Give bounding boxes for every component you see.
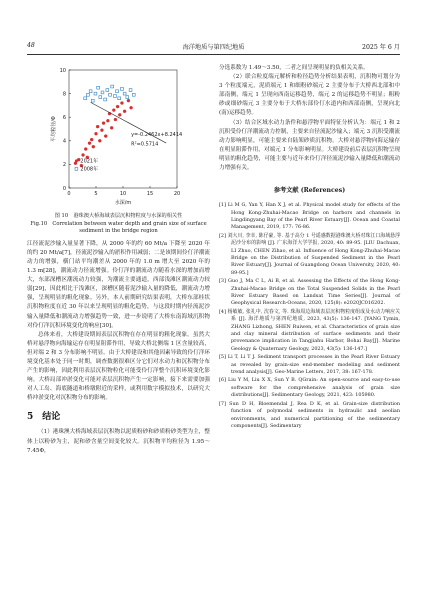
y-tick-label: 6 (62, 115, 66, 121)
reference-item: [5] Li T, Li T J. Sediment transport processes in the Pearl River Estuary as revealed by grain-size end-member modeling and sediment trend analysis[J]. Geo-Marine Letters, 2017, 38: 167-178. (219, 354, 400, 376)
y-tick-label: 0 (62, 185, 66, 192)
y-tick-label: 10 (59, 67, 66, 74)
page-header (0, 40, 427, 52)
figure-caption-cn: 图 10 港珠澳大桥海域表层沉积物粒度与水深的相关性 (54, 213, 183, 219)
data-point-2021 (110, 126, 113, 129)
reference-item: [1] Li M G, Yan Y, Han X J, et al. Physical model study for effects of the Hong Kong-Zhuhai-Macao Bridge on harbors and channels in Lingdingyang Bay of the Pearl River Estuary[J]. Ocean and Coastal Management, 2019, 177: 76-86. (219, 202, 401, 231)
figure-10 (27, 64, 210, 236)
x-axis-label: 水深/m (114, 200, 132, 206)
data-point-2021 (118, 113, 121, 116)
legend-label-2021: 2021年 (80, 158, 99, 165)
references-title: 参考文献 (References) (273, 187, 346, 195)
data-point-2021 (116, 105, 119, 108)
data-point-2021 (84, 148, 87, 151)
y-tick-label: 2 (62, 162, 66, 169)
scatter-chart (27, 64, 210, 212)
legend-marker-2008 (75, 167, 78, 170)
data-point-2021 (112, 109, 115, 112)
data-point-2021 (88, 142, 91, 145)
conclusion-3: （3）结合区域水动力条件和悬浮物平面特征分析认为：端元 1 和 2 沉积受伶仃洋潮流动力控制，主要来自径流泥沙输入；端元 3 沉积受潮流动力影响明显，可能主要来自陆架砂质沉积物。大桥对悬浮物向海运输存在明显阻滞作用，对端元 1 分布影响明显。大桥建设前后表层沉积物呈现明显的粗化趋势，可能主要与近年来伶仃洋径流泥沙输入量降低和潮流动力增强有关。 (219, 119, 400, 172)
header-rule (27, 54, 400, 55)
x-tick-label: 20 (173, 191, 181, 197)
data-point-2021 (130, 106, 133, 109)
data-point-2008 (126, 96, 129, 99)
legend-label-2008: 2008年 (80, 166, 99, 173)
data-point-2021 (98, 139, 101, 142)
data-point-2021 (95, 132, 98, 135)
data-point-2008 (99, 96, 102, 99)
data-point-2021 (96, 125, 99, 128)
data-point-2008 (118, 97, 121, 100)
data-point-2008 (121, 87, 124, 90)
data-point-2008 (97, 86, 100, 89)
data-point-2008 (94, 92, 97, 95)
right-column (219, 64, 400, 431)
reference-item: [7] Sun D H, Bloemendal J, Rea D K, et al. Grain-size distribution function of polymodal sediments in hydraulic and aeolian environments, and numerical partitioning of the sedimentary components[J]. Sedimentary (219, 400, 400, 429)
journal-title: 海洋地质与第四纪地质 (182, 44, 245, 51)
section-title: 5 结论 (27, 412, 61, 423)
figure-caption-en: Fig.10 Correlation between water depth and grain size of surface sediment in the bridge region (30, 220, 207, 235)
reference-item: [4] 杨敏敏, 张礼中, 沈春文, 等. 珠海周边海域表层沉积物粒度组成及水动力响应关系 [J]. 海洋地质与第四纪地质, 2023, 43(5): 136-147. [YANG Tymin, ZHANG Lizhong, SHEN Ruiwen, et al. Characteristics of grain size and clay mineral distribution of surface sediments and their provenance implication in Tangjiahu Harbor, Bohai Bay[J]. Marine Geology & Quaternary Geology, 2023, 43(5): 136-147.] (219, 308, 400, 352)
body-paragraph-r1: 分选系数为 1.49～3.50，二者之间呈现明显的负相关关系。 (219, 65, 369, 71)
data-point-2008 (84, 97, 87, 100)
data-point-2021 (82, 153, 85, 156)
data-point-2021 (104, 135, 107, 138)
x-tick-label: 5 (94, 191, 98, 197)
y-tick-label: 8 (62, 91, 66, 98)
data-point-2008 (89, 90, 92, 93)
data-point-2021 (127, 99, 130, 102)
conclusion-2: （2）联合粒度端元解析和粒径趋势分析结果表明，沉积物可划分为 3 个粒度端元，泥质端元 1 和细粉砂端元 2 主要分布于大桥西北部和中部南侧，端元 1 呈现向西南运移趋势，端元 2 的运移趋势不明显；粗粉砂或细砂端元 3 主要分布于大桥东部伶仃水道内和西部南侧，呈现向北(南)运移趋势。 (219, 74, 400, 117)
reference-item: [6] Liu Y M, Liu X X, Sun Y B. QGrain: An open-source and easy-to-use software for the comprehensive analysis of grain size distributions[J]. Sedimentary Geology, 2021, 423: 105980. (219, 377, 400, 399)
y-axis-label: 平均粒径/Φ (51, 116, 57, 142)
data-point-2021 (100, 129, 103, 132)
body-paragraph-1: 江径流泥沙输入量显著下降，从 2000 年的约 60 Mt/a 下降至 2020 年的约 20 Mt/a[7]，径流泥沙输入的淤积作用减弱；二是该期间伶仃洋潮流动力的增强，横门站平均潮差从 2000 年的 1.0 m 增大至 2020 年的 1.3 m[28]，潮流动力径流增强。伶仃洋的潮流动力随着水深的增加而增大，东部深槽区潮流动力较强，为潮流主要通道，西部浅滩区潮流动力较弱[29]，因此相比于浅滩区，深槽区随着泥沙输入量的降低，潮流动力增强，呈现明显的粗化现象。另外，本人前期研究结果表明，大桥东部桂状沉积物粒度在近 30 年以来呈现明显的粗化趋势，与这段时期内径流泥沙输入量降低和潮流动力增强趋势一致，进一步说明了大桥东南海域沉积物对伶仃洋沉积环境变化的响应[30]。 (27, 240, 210, 329)
data-point-2021 (102, 122, 105, 125)
data-point-2008 (111, 85, 114, 88)
data-point-2008 (104, 98, 107, 101)
data-point-2021 (92, 145, 95, 148)
left-column (27, 64, 210, 456)
data-point-2021 (114, 118, 117, 121)
x-tick-label: 0 (67, 191, 71, 197)
x-tick-label: 15 (146, 191, 154, 197)
data-point-2021 (90, 138, 93, 141)
data-point-2008 (109, 93, 112, 96)
r-squared: R²=0.5714 (131, 141, 159, 148)
body-paragraph-2: 总体来看，大桥建设期间表层沉积物在存在明显的粗化现象。虽然大桥对悬浮物向海输运存在明显阻滞作用，导致大桥北侧端 1 区含量较高，但对端 2 和 3 分布影响不明显。由于大桥建设和其他因素导致的伶仃洋环境变化基本处于同一时期，调查数据很难区分它们对水动力和沉积物分布产生的影响，因此利用表层沉积物粒化可能受伶仃洋整个沉积环境变化影响。大桥局部冲淤变化可能对表层沉积物产生一定影响，接下来需要加强对人工岛、海底隧道和桥墩附近的采样，或利用数字模拟技术，以研究大桥冲淤变化对沉积物分布的影响。 (27, 331, 210, 402)
legend-marker-2021 (75, 159, 78, 162)
regression-equation: y=-0.2462x+8.2414 (131, 132, 183, 139)
conclusion-1: （1）港珠澳大桥海域表层沉积物以泥质粉砂和砂质粉砂类型为主，整体上以粉砂为主，泥和砂含量空间变化较大。沉积物平均粒径为 1.95～7.45Φ， (27, 429, 210, 454)
data-point-2021 (120, 102, 123, 105)
issue-date: 2025 年 6 月 (362, 44, 400, 51)
data-point-2008 (101, 91, 104, 94)
data-point-2021 (106, 119, 109, 122)
data-point-2008 (91, 99, 94, 102)
data-point-2008 (87, 93, 90, 96)
data-point-2008 (132, 93, 135, 96)
reference-list (219, 202, 400, 430)
data-point-2008 (106, 89, 109, 92)
data-point-2008 (123, 92, 126, 95)
y-tick-label: 4 (62, 138, 66, 145)
reference-item: [2] 刘大川, 李幸, 陈仔豪, 等. 基于高分 1 号遥感数据港珠澳大桥对珠江口海域悬浮泥沙分布的影响 [J]. 广东海洋大学学报, 2020, 40: 89-95. [LIU Dachuan, LI Zhuo, CHEN Zihao, et al. Influence of Hong Kong-Zhuhai-Macao Bridge on the Distribution of Suspended Sediment in the Pearl River Estuary[J]. Journal of Guangdong Ocean University, 2020, 40: 89-95.] (219, 232, 400, 276)
page-number: 48 (27, 42, 35, 49)
data-point-2008 (114, 95, 117, 98)
reference-item: [3] Guo J, Ma C L, Ai B, et al. Assessing the Effects of the Hong Kong-Zhuhai-Macao Bridge on the Total Suspended Solids in the Pearl River Estuary Based on Landsat Time Series[J]. Journal of Geophysical Research-Oceans, 2020, 125(8): e2020JC016202. (219, 278, 401, 307)
x-tick-label: 10 (119, 191, 127, 197)
data-point-2021 (123, 110, 126, 113)
data-point-2008 (129, 89, 132, 92)
data-point-2008 (116, 90, 119, 93)
